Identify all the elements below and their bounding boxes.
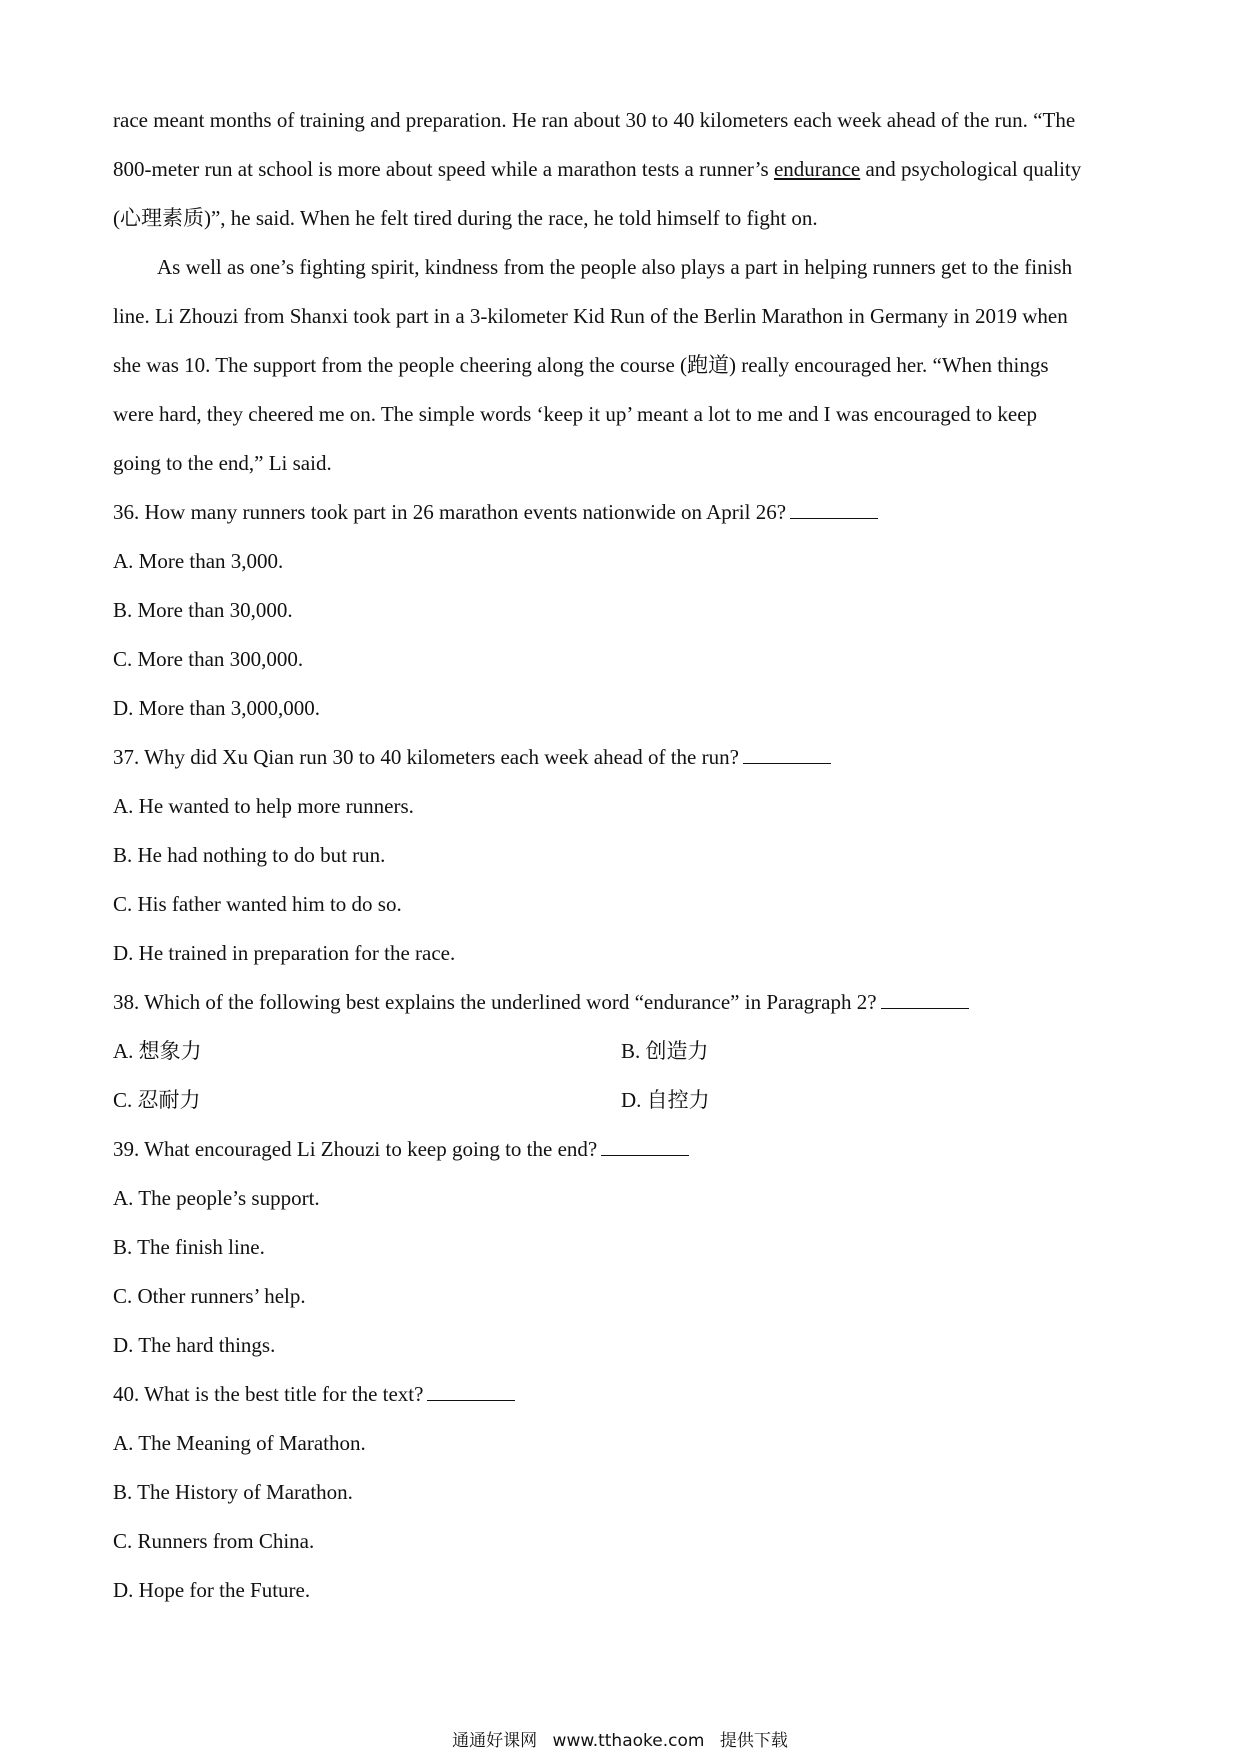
question-39-stem — [113, 1125, 1133, 1174]
option-b: B. More than 30,000. — [113, 598, 293, 622]
option-a: A. More than 3,000. — [113, 549, 284, 573]
option-a: A. 想象力 — [113, 1039, 202, 1063]
question-text: 37. Why did Xu Qian run 30 to 40 kilometers each week ahead of the run? — [113, 745, 739, 769]
option-row — [113, 1027, 1133, 1076]
footer-site-name: 通通好课网 — [452, 1731, 538, 1751]
option-c: C. Other runners’ help. — [113, 1284, 306, 1308]
option-a: A. The Meaning of Marathon. — [113, 1431, 366, 1455]
passage-line: line. Li Zhouzi from Shanxi took part in a 3-kilometer Kid Run of the Berlin Marathon in Germany in 2019 when — [113, 304, 1068, 328]
footer-url-link[interactable]: www.tthaoke.com — [552, 1731, 705, 1751]
question-37-stem — [113, 733, 1133, 782]
option-row — [113, 1076, 1133, 1125]
page-footer — [0, 1726, 1240, 1751]
option-c: C. His father wanted him to do so. — [113, 892, 402, 916]
option-a: A. He wanted to help more runners. — [113, 794, 414, 818]
answer-blank[interactable] — [601, 1154, 689, 1156]
option-d: D. Hope for the Future. — [113, 1578, 311, 1602]
underlined-word-endurance: endurance — [773, 157, 861, 181]
option-b: B. 创造力 — [621, 1039, 709, 1063]
question-40-stem — [113, 1370, 1133, 1419]
question-38-stem — [113, 978, 1133, 1027]
answer-blank[interactable] — [790, 517, 878, 519]
question-text: 36. How many runners took part in 26 marathon events nationwide on April 26? — [113, 500, 787, 524]
passage-line: she was 10. The support from the people cheering along the course (跑道) really encouraged her. “When things — [113, 353, 1049, 377]
answer-blank[interactable] — [743, 762, 831, 764]
footer-tagline: 提供下载 — [719, 1731, 788, 1751]
passage-text: 800-meter run at school is more about speed while a marathon tests a runner’s — [113, 157, 774, 181]
question-text: 40. What is the best title for the text? — [113, 1382, 424, 1406]
passage-line: (心理素质)”, he said. When he felt tired during the race, he told himself to fight on. — [113, 206, 818, 230]
option-c: C. Runners from China. — [113, 1529, 315, 1553]
option-b: B. The finish line. — [113, 1235, 265, 1259]
passage-line: going to the end,” Li said. — [113, 451, 332, 475]
option-d: D. 自控力 — [621, 1088, 710, 1112]
option-b: B. The History of Marathon. — [113, 1480, 353, 1504]
answer-blank[interactable] — [427, 1399, 515, 1401]
question-36-stem — [113, 488, 1133, 537]
document-page — [113, 96, 1133, 1615]
option-d: D. The hard things. — [113, 1333, 276, 1357]
answer-blank[interactable] — [881, 1007, 969, 1009]
passage-text: and psychological quality — [860, 157, 1082, 181]
passage-line — [113, 145, 1133, 194]
option-b: B. He had nothing to do but run. — [113, 843, 386, 867]
option-d: D. He trained in preparation for the race. — [113, 941, 456, 965]
question-text: 38. Which of the following best explains the underlined word “endurance” in Paragraph 2? — [113, 990, 877, 1014]
question-text: 39. What encouraged Li Zhouzi to keep going to the end? — [113, 1137, 598, 1161]
option-c: C. 忍耐力 — [113, 1088, 201, 1112]
passage-line: were hard, they cheered me on. The simple words ‘keep it up’ meant a lot to me and I was encouraged to keep — [113, 402, 1038, 426]
option-c: C. More than 300,000. — [113, 647, 304, 671]
option-a: A. The people’s support. — [113, 1186, 320, 1210]
passage-line: race meant months of training and preparation. He ran about 30 to 40 kilometers each week ahead of the run. “The — [113, 108, 1076, 132]
passage-line: As well as one’s fighting spirit, kindness from the people also plays a part in helping runners get to the finish — [157, 255, 1073, 279]
option-d: D. More than 3,000,000. — [113, 696, 321, 720]
